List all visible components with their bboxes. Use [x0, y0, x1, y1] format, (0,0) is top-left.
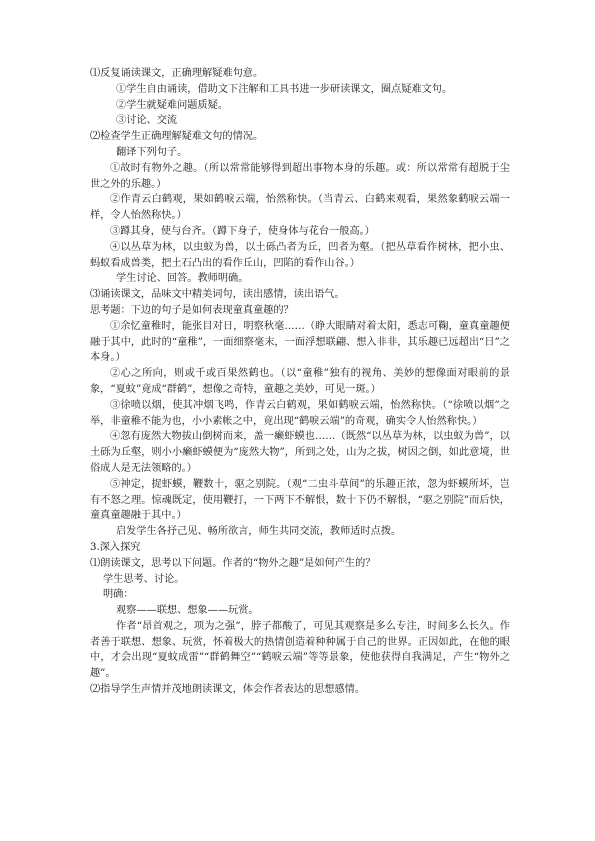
translate-item-4: ④以丛草为林，以虫蚁为兽，以土砾凸者为丘，凹者为壑。（把丛草看作树林，把小虫、蚂蚁看成兽类，把土石凸出的看作丘山，凹陷的看作山谷。）	[90, 241, 510, 269]
step-1-item-2: ②学生就疑难问题质疑。	[116, 99, 229, 111]
translate-item-1: ①故时有物外之趣。（所以常常能够得到超出事物本身的乐趣。或：所以常常有超脱于尘世之外的乐趣。）	[90, 162, 510, 190]
discussion-note: 学生讨论、回答。教师明确。	[116, 273, 249, 285]
step-2-heading: ⑵检查学生正确理解疑难文句的情况。	[90, 131, 264, 143]
analysis-item-1: ①余忆童稚时，能张目对日，明察秋毫……（睁大眼睛对着太阳，悉志可鞠，童真童趣便融于其中，此时的“童稚”，一面细察毫末，一面浮想联翩、想入非非，其乐趣已远超出“日”之本身。）	[90, 320, 510, 364]
guidance-note: 启发学生各抒己见、畅所欲言，师生共同交流，教师适时点拨。	[116, 526, 402, 538]
step-1-item-1: ①学生自由诵读，借助文下注解和工具书进一步研读课文，圈点疑难文句。	[116, 83, 453, 95]
clarify-label: 明确：	[103, 589, 134, 601]
translate-item-3: ③蹲其身，使与台齐。（蹲下身子，使身体与花台一般高。）	[110, 225, 375, 237]
explore-question: ⑴朗读课文，思考以下问题。作者的“物外之趣”是如何产生的？	[90, 557, 376, 569]
step-1-item-3: ③讨论、交流	[116, 115, 178, 127]
translate-item-2: ②作青云白鹤观，果如鹤唳云端，怡然称快。（当青云、白鹤来观看，果然象鹤唳云端一样，令人怡然称快。）	[90, 194, 510, 222]
question-heading: 思考题：下边的句子是如何表现童真童趣的？	[90, 304, 294, 316]
section-3-heading: 3.深入探究	[90, 541, 141, 553]
analysis-item-3: ③徐喷以烟，使其冲烟飞鸣，作青云白鹤观，果如鹤唳云端，怡然称快。（“徐喷以烟”之举，非童稚不能为也，小小素帐之中，竟出现“鹤唳云端”的奇观，确实令人怡然称快。）	[90, 399, 510, 427]
explanation-paragraph: 作者“昂首观之，项为之强”，脖子都酸了，可见其观察是多么专注，时间多么长久。作者善于联想、想象、玩赏，怀着极大的热情创造着种种属于自己的世界。正因如此，在他的眼中，才会出现“夏蚊成雷”“群鹤舞空”“鹤唳云端”等等景象，使他获得自我满足，产生“物外之趣”。	[90, 620, 510, 680]
step-3-heading: ⑶诵读课文，品味文中精美词句，读出感情，读出语气。	[90, 289, 345, 301]
step-1-heading: ⑴反复诵读课文，正确理解疑难句意。	[90, 68, 264, 79]
document-body	[90, 66, 510, 698]
analysis-item-2: ②心之所向，则或千或百果然鹤也。（以“童稚”独有的视角、美妙的想像面对眼前的景象，“夏蚊”竟成“群鹤”，想像之奇特，童趣之美妙，可见一斑。）	[90, 368, 510, 395]
translate-instruction: 翻译下列句子。	[116, 146, 188, 158]
final-instruction: ⑵指导学生声情并茂地朗读课文，体会作者表达的思想感情。	[90, 684, 366, 696]
process-summary: 观察——联想、想象——玩赏。	[116, 605, 259, 617]
analysis-item-5: ⑤神定，捉虾蟆，鞭数十，驱之别院。（观“二虫斗草间”的乐趣正浓，忽为虾蟆所坏，岂有不怒之理。惊魂既定，使用鞭打，一下两下不解恨，数十下仍不解恨，“驱之别院”而后快，童真童趣融于其中。）	[90, 478, 510, 522]
student-activity: 学生思考、讨论。	[103, 573, 185, 585]
analysis-item-4: ④忽有庞然大物拔山倒树而来，盖一癞虾蟆也……（既然“以丛草为林，以虫蚁为兽”，以土砾为丘壑，则小小癞虾蟆便为“庞然大物”，所到之处，山为之拔，树因之倒，如此意境，世俗成人是无法领略的。）	[90, 431, 510, 474]
